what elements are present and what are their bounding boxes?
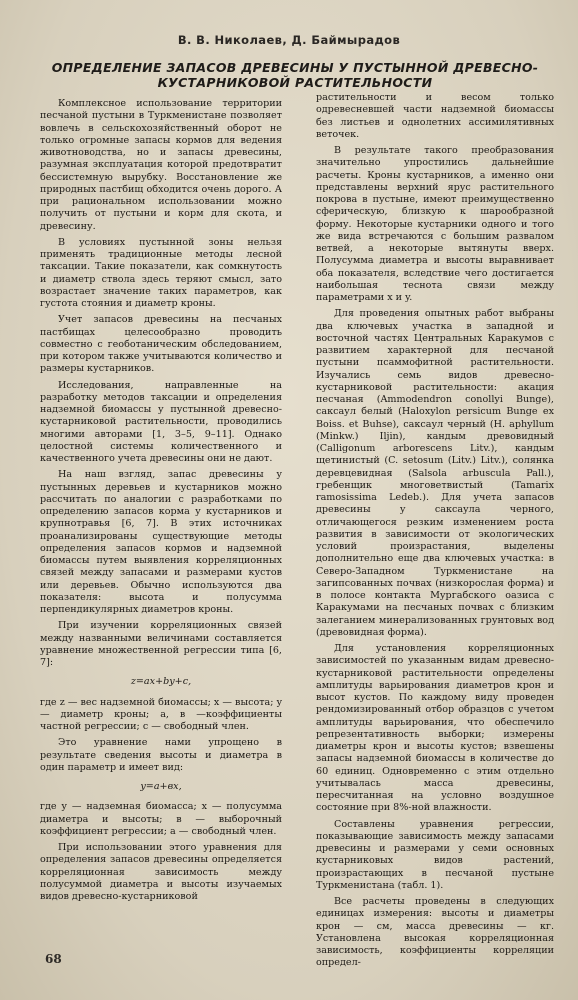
regression-formula-multiple: z=ax+by+c, <box>130 676 192 688</box>
paragraph: где y — надземная биомасса; x — полусумма диаметра и высоты; в — выборочный коэффициент регрессии; a — свободный член. <box>40 801 282 837</box>
paragraph: Составлены уравнения регрессии, показывающие зависимость между запасами древесины и размерами у семи основных кустарниковых видов растений, произрастающих в песчаной пустыне Туркменистана (табл. 1). <box>316 818 554 891</box>
paragraph: Для проведения опытных работ выбраны два ключевых участка в западной и восточной частях Центральных Каракумов с развитием характерной для песчаной пустыни псаммофитной растительности. Изучались семь видов древесно-кустарниковой растительности: акация песчаная (Ammodendron conollyi Bunge), саксаул белый (Haloxylon persicum Bunge ex Boiss. et Buhse), саксаул черный (H. aphyllum (Minkw.) Iljin), кандым древовидный (Calligonum arborescens Litv.), кандым щетинистый (C. setosum (Litv.) Litv.), солянка деревцевидная (Salsola arbuscula Pall.), гребенщик многоветвистый (Tamarix ramosissima Ledeb.). Для учета запасов древесины у саксаула черного, отличающегося резким изменением роста развития в зависимости от экологических условий произрастания, выделены дополнительно еще два ключевых участка: в Северо-Западном Туркменистане на загипсованных почвах (низкорослая форма) и в полосе контакта Мургабского оазиса с Каракумами на песчаных почвах с близким залеганием минерализованных грунтовых вод (древовидная форма). <box>316 308 554 638</box>
article-title: ОПРЕДЕЛЕНИЕ ЗАПАСОВ ДРЕВЕСИНЫ У ПУСТЫННОЙ ДРЕВЕСНО-КУСТАРНИКОВОЙ РАСТИТЕЛЬНОСТИ <box>51 60 539 90</box>
paragraph: На наш взгляд, запас древесины у пустынных деревьев и кустарников можно рассчитать по аналогии с разработками по определению запасов корма у кустарников и крупнотравья [6, 7]. В этих источниках проанализированы существующие методы определения запасов кормов и надземной биомассы путем выявления корреляционных связей между запасами и размерами кустов или деревьев. Обычно используются два показателя: высота и полусумма перпендикулярных диаметров кроны. <box>40 469 282 615</box>
paragraph: Исследования, направленные на разработку методов таксации и определения надземной биомассы у пустынной древесно-кустарниковой растительности, проводились многими авторами [1, 3–5, 9–11]. Однако целостной системы количественного и качественного учета древесины они не дают. <box>40 379 282 464</box>
paragraph: При использовании этого уравнения для определения запасов древесины определяется корреляционная зависимость между полусуммой диаметра и высоты изучаемых видов древесно-кустарниковой <box>40 842 282 902</box>
paragraph: растительности и весом только одревесневшей части надземной биомассы без листьев и однолетних ассимилятивных веточек. <box>316 92 554 140</box>
paragraph: В условиях пустынной зоны нельзя применять традиционные методы лесной таксации. Такие показатели, как сомкнутость и диаметр ствола здесь теряют смысл, зато возрастает значение таких параметров, как густота стояния и диаметр кроны. <box>40 236 282 309</box>
paragraph: Для установления корреляционных зависимостей по указанным видам древесно-кустарниковой растительности определены амплитуды варьирования диаметров крон и высот кустов. По каждому виду проведен рендомизированный отбор образцов с учетом амплитуды варьирования, что обеспечило репрезентативность выборки; измерены диаметры крон и высоты кустов; взвешены запасы надземной биомассы в количестве до 60 единиц. Одновременно с этим отдельно учитывалась масса древесины, пересчитанная на условно воздушное состояние при 8%-ной влажности. <box>316 643 554 814</box>
right-column <box>316 92 554 974</box>
paragraph: где z — вес надземной биомассы; x — высота; y — диаметр кроны; a, в —коэффициенты частной регрессии; c — свободный член. <box>40 696 282 732</box>
paragraph: При изучении корреляционных связей между названными величинами составляется уравнение множественной регрессии типа [6, 7]: <box>40 620 282 668</box>
paragraph: Это уравнение нами упрощено в результате сведения высоты и диаметра в один параметр и имеет вид: <box>40 737 282 773</box>
page-number: 68 <box>45 952 62 966</box>
paragraph: Комплексное использование территории песчаной пустыни в Туркменистане позволяет вовлечь в сельскохозяйственный оборот не только огромные запасы кормов для ведения животноводства, но и запасы древесины, разумная эксплуатация которой предотвратит бессистемную вырубку. Восстановление же природных пастбищ обходится очень дорого. А при рациональном использовании можно получить от пустыни и корм для скота, и древесину. <box>40 98 282 232</box>
article-authors: В. В. Николаев, Д. Баймырадов <box>177 33 401 47</box>
paragraph: Учет запасов древесины на песчаных пастбищах целесообразно проводить совместно с геоботаническим обследованием, при котором также учитываются количество и размеры кустарников. <box>40 314 282 375</box>
left-column <box>40 98 282 907</box>
regression-formula-simple: y=a+вx, <box>140 781 182 792</box>
paragraph: В результате такого преобразования значительно упростились дальнейшие расчеты. Кроны кустарников, а именно они представлены верхний ярус растительного покрова в пустыне, имеют преимущественно сферическую, близкую к шарообразной форму. Некоторые кустарники одного и того же вида встречаются с большим развалом ветвей, а некоторые вытянуты вверх. Полусумма диаметра и высоты выравнивает оба показателя, вследствие чего достигается наибольшая теснота связи между параметрами x и y. <box>316 145 554 303</box>
paragraph: Все расчеты проведены в следующих единицах измерения: высоты и диаметры крон — см, масса древесины — кг. Установлена высокая корреляционная зависимость, коэффициенты корреляции определ- <box>316 896 554 969</box>
